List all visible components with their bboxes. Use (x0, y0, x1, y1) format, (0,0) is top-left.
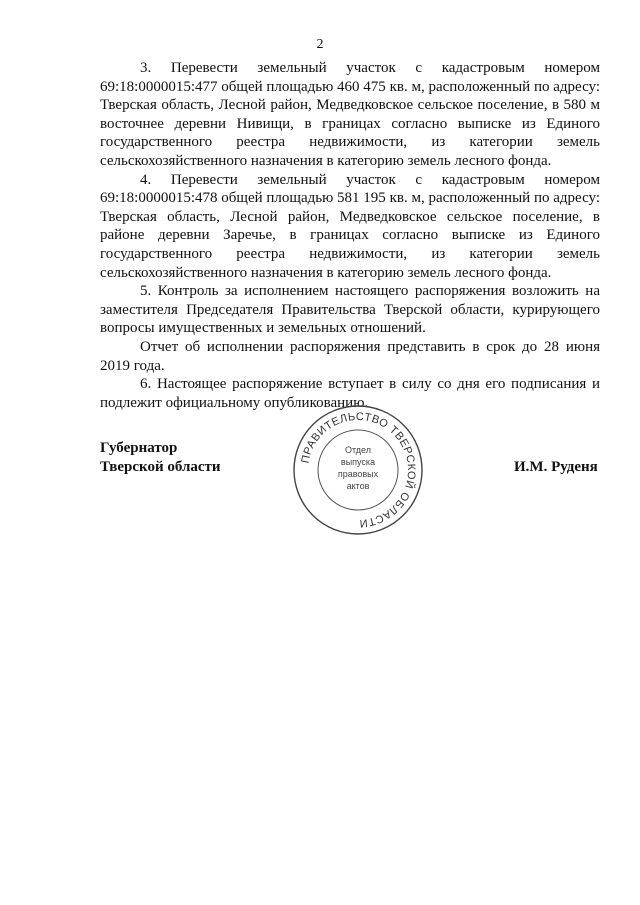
paragraph-item-4: 4. Перевести земельный участок с кадастровым номером 69:18:0000015:478 общей площадью 581 195 кв. м, расположенный по адресу: Тверская область, Лесной район, Медведковское сельское поселение, в районе деревни Заречье, в границах согласно выписке из Единого государственного реестра недвижимости, из категории земель сельскохозяйственного назначения в категорию земель лесного фонда. (100, 171, 600, 281)
paragraph-report-deadline: Отчет об исполнении распоряжения представить в срок до 28 июня 2019 года. (100, 338, 600, 374)
stamp-inner-line-2: выпуска (340, 457, 376, 467)
document-body (100, 59, 600, 412)
stamp-inner-line-1: Отдел (344, 445, 372, 455)
signatory-title-line2: Тверской области (100, 458, 221, 475)
stamp-inner-line-4: актов (346, 481, 370, 491)
official-stamp (291, 403, 425, 537)
paragraph-item-6: 6. Настоящее распоряжение вступает в силу со дня его подписания и подлежит официальному опубликованию. (100, 376, 600, 411)
signatory-title-line1: Губернатор (100, 440, 178, 456)
paragraph-item-3: 3. Перевести земельный участок с кадастровым номером 69:18:0000015:477 общей площадью 460 475 кв. м, расположенный по адресу: Тверская область, Лесной район, Медведковское сельское поселение, в 580 м восточнее деревни Нивищи, в границах согласно выписке из Единого государственного реестра недвижимости, из категории земель сельскохозяйственного назначения в категорию земель лесного фонда. (100, 60, 600, 169)
page-number: 2 (316, 37, 324, 52)
stamp-seal-icon (291, 403, 425, 537)
signatory-name: И.М. Руденя (514, 459, 598, 475)
stamp-inner-line-3: правовых (337, 469, 379, 479)
paragraph-item-5: 5. Контроль за исполнением настоящего распоряжения возложить на заместителя Председателя Правительства Тверской области, курирующего вопросы имущественных и земельных отношений. (100, 283, 600, 337)
stamp-ring-text: ПРАВИТЕЛЬСТВО ТВЕРСКОЙ ОБЛАСТИ (299, 410, 418, 530)
signatory-title (100, 439, 221, 476)
